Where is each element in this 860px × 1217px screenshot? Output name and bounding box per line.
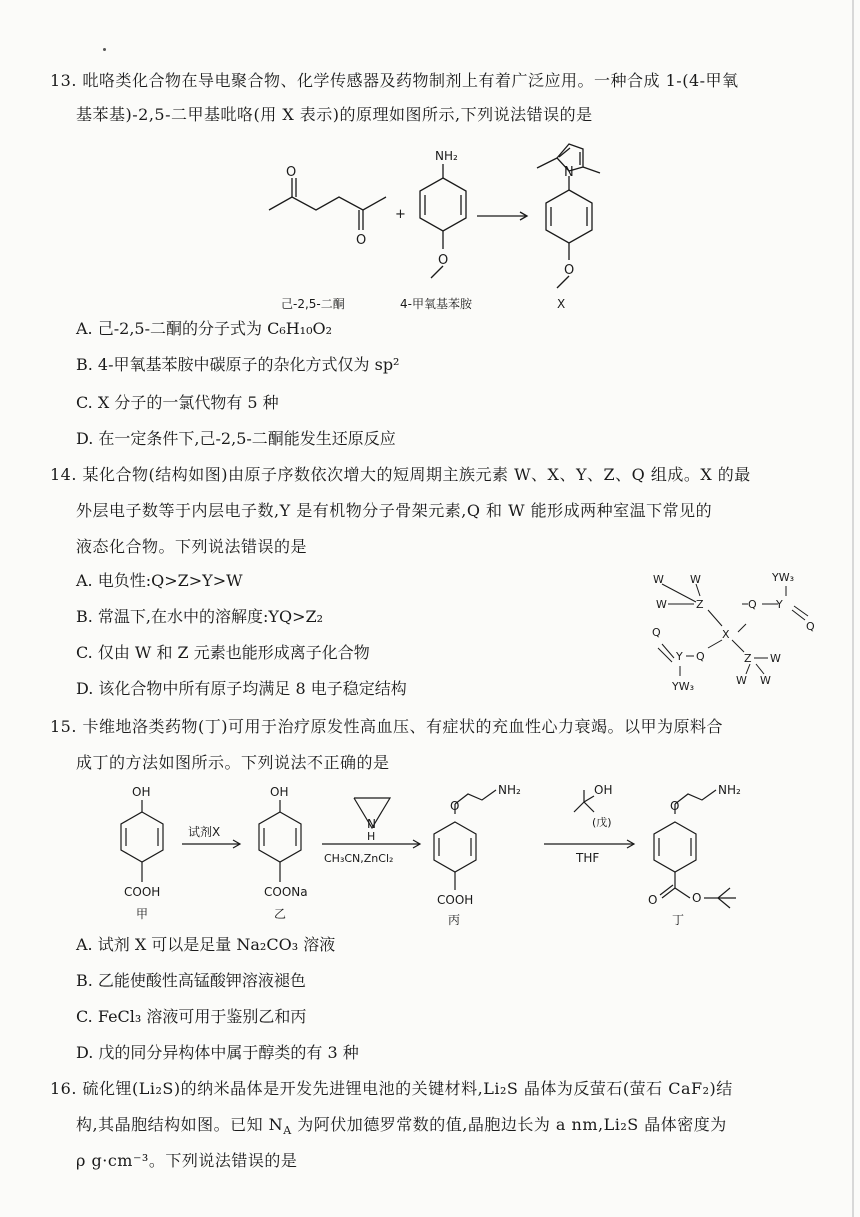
q13-label-hexanedione: 己-2,5-二酮: [281, 297, 345, 311]
q13-option-a: A. 己-2,5-二酮的分子式为 C₆H₁₀O₂: [76, 319, 333, 338]
q14-atom-y1: Y: [776, 598, 783, 611]
q14-atom-w4: W: [770, 652, 781, 665]
q13-option-b: B. 4-甲氧基苯胺中碳原子的杂化方式仅为 sp²: [76, 355, 400, 374]
q14-atom-z2: Z: [744, 652, 752, 665]
q15-reagent-x: 试剂X: [188, 825, 221, 839]
q15-bing-nh2: NH₂: [498, 783, 521, 797]
q14-structure-diagram: [636, 566, 836, 696]
q14-atom-y2: Y: [676, 650, 683, 663]
q14-option-a: A. 电负性:Q>Z>Y>W: [76, 571, 243, 590]
q13-stem-line1: 13. 吡咯类化合物在导电聚合物、化学传感器及药物制剂上有着广泛应用。一种合成 1-(4-甲氧: [50, 71, 739, 90]
q15-ding-carbonyl-o: O: [648, 893, 658, 907]
q16-stem-line3: ρ g·cm⁻³。下列说法错误的是: [76, 1151, 298, 1170]
q15-label-yi: 乙: [274, 907, 287, 921]
q14-group-yw3-bottom: YW₃: [672, 680, 695, 693]
q16-na-subscript: A: [283, 1124, 292, 1138]
q13-amine-nh2: NH₂: [435, 149, 458, 163]
q15-jia-oh: OH: [132, 785, 151, 799]
q15-stem-line2: 成丁的方法如图所示。下列说法不正确的是: [76, 753, 390, 772]
q15-thf: THF: [576, 851, 600, 865]
scan-speck: [103, 48, 106, 51]
q15-yi-coona: COONa: [264, 885, 308, 899]
q13-option-c: C. X 分子的一氯代物有 5 种: [76, 393, 279, 412]
q15-label-ding: 丁: [672, 913, 685, 927]
q14-atom-w6: W: [760, 674, 771, 687]
q15-ding-ester-o: O: [692, 891, 702, 905]
q13-ketone-o1: O: [286, 165, 297, 180]
q14-stem-line2: 外层电子数等于内层电子数,Y 是有机物分子骨架元素,Q 和 W 能形成两种室温下常见的: [76, 501, 713, 520]
q15-conditions-2: CH₃CN,ZnCl₂: [324, 852, 394, 865]
q15-aziridine-n: N: [367, 817, 376, 831]
q13-anisidine-o: O: [438, 253, 449, 268]
q15-ding-nh2: NH₂: [718, 783, 741, 797]
q14-stem-line1: 14. 某化合物(结构如图)由原子序数依次增大的短周期主族元素 W、X、Y、Z、Q 组成。X 的最: [50, 465, 751, 484]
q14-stem-line3: 液态化合物。下列说法错误的是: [76, 537, 308, 556]
q14-atom-w2: W: [690, 573, 701, 586]
q15-option-a: A. 试剂 X 可以是足量 Na₂CO₃ 溶液: [76, 935, 336, 954]
q14-option-d: D. 该化合物中所有原子均满足 8 电子稳定结构: [76, 679, 407, 698]
q14-atom-q3: Q: [652, 626, 661, 639]
q15-bing-o: O: [450, 799, 460, 813]
q14-atom-x: X: [722, 628, 730, 641]
q14-atom-w5: W: [736, 674, 747, 687]
q15-option-d: D. 戊的同分异构体中属于醇类的有 3 种: [76, 1043, 359, 1062]
q14-option-c: C. 仅由 W 和 Z 元素也能形成离子化合物: [76, 643, 370, 662]
q14-atom-q2: Q: [806, 620, 815, 633]
q13-option-d: D. 在一定条件下,己-2,5-二酮能发生还原反应: [76, 429, 396, 448]
q15-synthesis-scheme: [100, 782, 770, 930]
q13-pyrrole-n: N: [564, 165, 574, 180]
q15-bing-cooh: COOH: [437, 893, 474, 907]
q15-yi-oh: OH: [270, 785, 289, 799]
q15-label-bing: 丙: [448, 913, 461, 927]
q13-label-anisidine: 4-甲氧基苯胺: [400, 297, 472, 311]
q15-label-jia: 甲: [136, 907, 149, 921]
q16-stem-line2-start: 构,其晶胞结构如图。已知 N: [76, 1115, 284, 1134]
q13-ketone-o2: O: [356, 233, 367, 248]
q14-atom-w1: W: [653, 573, 664, 586]
q13-label-x: X: [557, 297, 566, 311]
q13-x-o: O: [564, 263, 575, 278]
q15-tbuoh-oh: OH: [594, 783, 613, 797]
q14-group-yw3-top: YW₃: [772, 571, 795, 584]
page-edge-line: [852, 0, 854, 1217]
q13-reaction-scheme: [255, 138, 615, 320]
q16-stem-line2: [76, 1114, 727, 1142]
q14-atom-q1: Q: [748, 598, 757, 611]
q16-stem-line1: 16. 硫化锂(Li₂S)的纳米晶体是开发先进锂电池的关键材料,Li₂S 晶体为反萤石(萤石 CaF₂)结: [50, 1079, 733, 1098]
q14-atom-q4: Q: [696, 650, 705, 663]
q15-jia-cooh: COOH: [124, 885, 161, 899]
q13-plus: +: [395, 207, 406, 222]
q15-wu-label: (戊): [592, 816, 612, 829]
q15-option-b: B. 乙能使酸性高锰酸钾溶液褪色: [76, 971, 306, 990]
q15-stem-line1: 15. 卡维地洛类药物(丁)可用于治疗原发性高血压、有症状的充血性心力衰竭。以甲为原料合: [50, 717, 724, 736]
q15-ding-ether-o: O: [670, 799, 680, 813]
q13-stem-line2: 基苯基)-2,5-二甲基吡咯(用 X 表示)的原理如图所示,下列说法错误的是: [76, 105, 593, 124]
q14-option-b: B. 常温下,在水中的溶解度:YQ>Z₂: [76, 607, 324, 626]
q14-atom-w3: W: [656, 598, 667, 611]
q14-atom-z1: Z: [696, 598, 704, 611]
q16-stem-line2-rest: 为阿伏加德罗常数的值,晶胞边长为 a nm,Li₂S 晶体密度为: [291, 1115, 727, 1134]
q15-option-c: C. FeCl₃ 溶液可用于鉴别乙和丙: [76, 1007, 307, 1026]
q15-aziridine-h: H: [367, 830, 376, 843]
